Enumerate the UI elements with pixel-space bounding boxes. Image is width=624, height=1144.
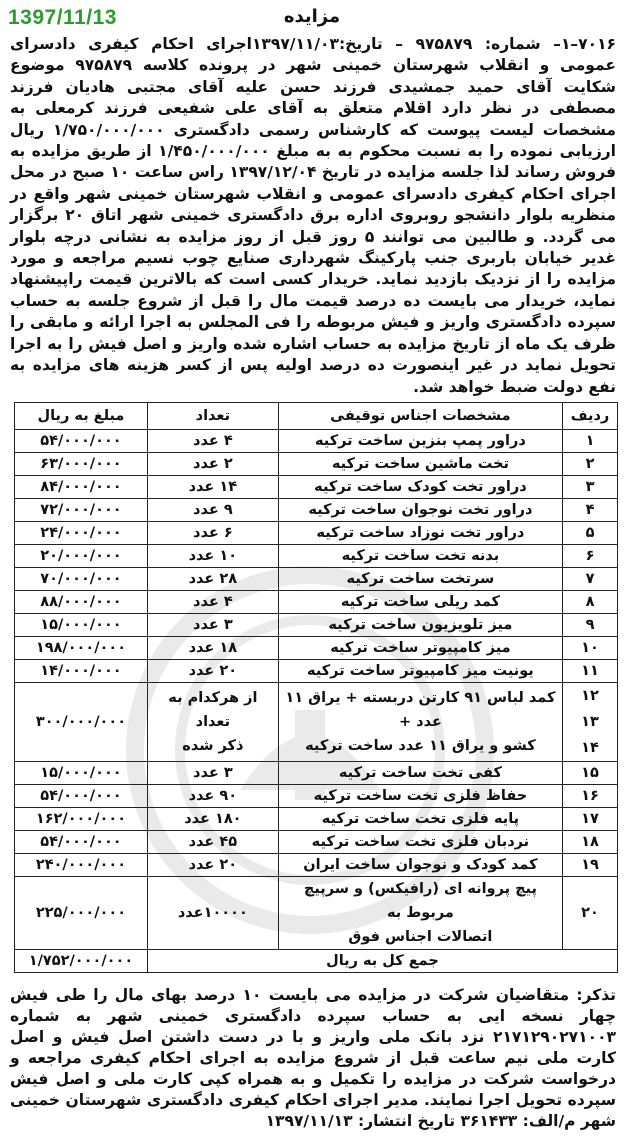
row-index: ۵ [563, 522, 618, 545]
row-description: کمد کودک و نوجوان ساخت ایران [278, 854, 562, 877]
header-amount: مبلغ به ریال [15, 403, 148, 430]
description-line: کمد لباس ۹۱ کارتن دربسته + یراق ۱۱ عدد + [285, 690, 556, 730]
row-description: دراور تخت نوجوان ساخت ترکیه [278, 499, 562, 522]
row-amount: ۱۴/۰۰۰/۰۰۰ [15, 660, 148, 683]
row-quantity: ۹۰ عدد [147, 785, 278, 808]
table-row [15, 785, 618, 808]
row-amount: ۲۲۵/۰۰۰/۰۰۰ [15, 877, 148, 950]
row-amount: ۷۲/۰۰۰/۰۰۰ [15, 499, 148, 522]
table-row [15, 499, 618, 522]
row-description: دراور تخت کودک ساخت ترکیه [278, 476, 562, 499]
row-index: ۱۷ [563, 808, 618, 831]
table-row [15, 591, 618, 614]
row-description: میز کامپیوتر ساخت ترکیه [278, 637, 562, 660]
row-description: دراور پمپ بنزین ساخت ترکیه [278, 430, 562, 453]
row-index: ۳ [563, 476, 618, 499]
row-index: ۱۹ [563, 854, 618, 877]
row-index: ۶ [563, 545, 618, 568]
items-table [14, 402, 618, 973]
row-index-group [563, 683, 618, 762]
table-row [15, 808, 618, 831]
table-header-row [15, 403, 618, 430]
table-row [15, 831, 618, 854]
row-quantity: ۱۴ عدد [147, 476, 278, 499]
row-description: نردبان فلزی تخت ساخت ترکیه [278, 831, 562, 854]
table-row [15, 660, 618, 683]
row-index: ۱ [563, 430, 618, 453]
row-quantity: ۴ عدد [147, 591, 278, 614]
quantity-line: ذکر شده [182, 738, 244, 754]
table-row [15, 854, 618, 877]
description-line: کشو و یراق ۱۱ عدد ساخت ترکیه [305, 738, 536, 754]
row-index: ۱۳ [581, 714, 599, 730]
row-index: ۷ [563, 568, 618, 591]
row-amount: ۱۹۸/۰۰۰/۰۰۰ [15, 637, 148, 660]
row-amount: ۱۵/۰۰۰/۰۰۰ [15, 614, 148, 637]
row-quantity: ۱۸۰ عدد [147, 808, 278, 831]
table-row [15, 545, 618, 568]
quantity-line: از هرکدام به [168, 690, 258, 706]
row-amount: ۱۵/۰۰۰/۰۰۰ [15, 762, 148, 785]
description-line: پیچ پروانه ای (رافیکس) و سرپیچ مربوط به [303, 881, 537, 921]
row-index: ۴ [563, 499, 618, 522]
row-description: بدنه تخت ساخت ترکیه [278, 545, 562, 568]
table-row [15, 522, 618, 545]
row-quantity: ۹ عدد [147, 499, 278, 522]
date-stamp: 1397/11/13 [8, 6, 117, 29]
row-amount: ۵۴/۰۰۰/۰۰۰ [15, 430, 148, 453]
row-amount: ۳۰۰/۰۰۰/۰۰۰ [15, 683, 148, 762]
row-index: ۱۲ [581, 688, 599, 704]
row-index: ۹ [563, 614, 618, 637]
intro-paragraph: ۷۰۱۶–۱– شماره: ۹۷۵۸۷۹ – تاریخ:۱۳۹۷/۱۱/۰۳اجرای احکام کیفری دادسرای عمومی و انقلاب شهرستان خمینی شهر در پرونده کلاسه ۹۷۵۸۷۹ موضوع شکایت آقای حمید جمشیدی فرزند حسن علیه آقای مجتبی هادیان فرزند مصطفی در نظر دارد اقلام متعلق به آقای علی شفیعی فرزند کرمعلی به مشخصات لیست پیوست که کارشناس رسمی دادگستری ۱/۷۵۰/۰۰۰/۰۰۰ ریال ارزیابی نموده را به نسبت محکوم به به مبلغ ۱/۴۵۰/۰۰۰/۰۰۰ از طریق مزایده به فروش رساند لذا جلسه مزایده در تاریخ ۱۳۹۷/۱۲/۰۴ راس ساعت ۱۰ صبح در محل اجرای احکام کیفری دادسرای عمومی و انقلاب شهرستان خمینی شهر واقع در منظریه بلوار دانشجو روبروی اداره برق دادگستری خمینی شهر اتاق ۲۰ برگزار می گردد. و طالبین می توانند ۵ روز قبل از روز مزایده به نشانی درچه بلوار غدیر خیابان باربری جنب پارکینگ شهرداری صنایع چوب نسیم مراجعه و مورد مزایده را از نزدیک بازدید نماید. خریدار کسی است که بالاترین قیمت راپیشنهاد نماید، خریدار می بایست ده درصد قیمت مال را قبل از شروع جلسه به حساب سپرده دادگستری واریز و فیش مربوطه را فی المجلس به اجرا ارائه و مابقی را ظرف یک ماه از تاریخ مزایده به حساب اشاره شده واریز و اصل فیش را به اجرا تحویل نماید در غیر اینصورت ده درصد اولیه پس از کسر هزینه های مزایده به نفع دولت ضبط خواهد شد. [10, 35, 617, 396]
row-quantity: ۲۰ عدد [147, 660, 278, 683]
row-quantity: ۲ عدد [147, 453, 278, 476]
row-description: کمد ریلی ساخت ترکیه [278, 591, 562, 614]
table-row [15, 430, 618, 453]
row-quantity: ۱۰۰۰۰عدد [147, 877, 278, 950]
page-title: مزایده [283, 6, 341, 27]
row-index: ۱۸ [563, 831, 618, 854]
row-quantity: ۲۸ عدد [147, 568, 278, 591]
total-label: جمع کل به ریال [147, 950, 617, 973]
row-quantity: ۱۰ عدد [147, 545, 278, 568]
row-amount: ۱۶۲/۰۰۰/۰۰۰ [15, 808, 148, 831]
row-description: کفی تخت ساخت ترکیه [278, 762, 562, 785]
table-row-20 [15, 877, 618, 950]
row-index: ۱۰ [563, 637, 618, 660]
row-description: حفاظ فلزی تخت ساخت ترکیه [278, 785, 562, 808]
row-description: میز تلویزیون ساخت ترکیه [278, 614, 562, 637]
row-index: ۱۵ [563, 762, 618, 785]
table-row [15, 453, 618, 476]
row-amount: ۵۴/۰۰۰/۰۰۰ [15, 785, 148, 808]
table-row [15, 614, 618, 637]
row-amount: ۷۰/۰۰۰/۰۰۰ [15, 568, 148, 591]
row-index: ۱۱ [563, 660, 618, 683]
description-line: اتصالات اجناس فوق [348, 929, 493, 945]
table-row [15, 637, 618, 660]
row-quantity: ۴۵ عدد [147, 831, 278, 854]
row-description [278, 683, 562, 762]
row-quantity: ۶ عدد [147, 522, 278, 545]
row-index: ۲ [563, 453, 618, 476]
row-description: یونیت میز کامپیوتر ساخت ترکیه [278, 660, 562, 683]
quantity-line: تعداد [195, 714, 231, 730]
row-index: ۱۴ [581, 740, 599, 756]
row-description: تخت ماشین ساخت ترکیه [278, 453, 562, 476]
row-amount: ۶۳/۰۰۰/۰۰۰ [15, 453, 148, 476]
row-quantity: ۲۰ عدد [147, 854, 278, 877]
row-index: ۲۰ [563, 877, 618, 950]
table-total-row [15, 950, 618, 973]
note-paragraph: تذکر: متقاضیان شرکت در مزایده می بایست ۱۰ درصد بهای مال را طی فیش چهار نسخه ایی به حساب سپرده دادگستری خمینی شهر به شماره ۲۱۷۱۲۹۰۲۷۱۰۰۳ نزد بانک ملی واریز و با در دست داشتن اصل فیش و اصل کارت ملی نیم ساعت قبل از شروع مزایده به اجرای احکام کیفری مراجعه و درخواست شرکت در مزایده را تکمیل و به همراه کپی کارت ملی و اصل فیش سپرده تحویل اجرا نمایند. مدیر اجرای احکام کیفری دادگستری شهرستان خمینی شهر م/الف: ۳۶۱۴۳۳ تاریخ انتشار: ۱۳۹۷/۱۱/۱۳ [10, 986, 616, 1130]
row-quantity: ۴ عدد [147, 430, 278, 453]
row-amount: ۲۰/۰۰۰/۰۰۰ [15, 545, 148, 568]
row-quantity [147, 683, 278, 762]
row-quantity: ۳ عدد [147, 762, 278, 785]
row-quantity: ۱۸ عدد [147, 637, 278, 660]
row-index: ۱۶ [563, 785, 618, 808]
row-amount: ۸۸/۰۰۰/۰۰۰ [15, 591, 148, 614]
header-quantity: تعداد [147, 403, 278, 430]
row-amount: ۲۴/۰۰۰/۰۰۰ [15, 522, 148, 545]
total-amount: ۱/۷۵۲/۰۰۰/۰۰۰ [15, 950, 148, 973]
row-index: ۸ [563, 591, 618, 614]
row-description [278, 877, 562, 950]
row-description: دراور تخت نوزاد ساخت ترکیه [278, 522, 562, 545]
row-description: پایه فلزی تخت ساخت ترکیه [278, 808, 562, 831]
table-row [15, 476, 618, 499]
row-quantity: ۳ عدد [147, 614, 278, 637]
row-amount: ۵۴/۰۰۰/۰۰۰ [15, 831, 148, 854]
table-row-merged [15, 683, 618, 762]
row-description: سرتخت ساخت ترکیه [278, 568, 562, 591]
header-description: مشخصات اجناس توقیفی [278, 403, 562, 430]
table-row [15, 568, 618, 591]
row-amount: ۸۴/۰۰۰/۰۰۰ [15, 476, 148, 499]
header-index: ردیف [563, 403, 618, 430]
row-amount: ۲۴۰/۰۰۰/۰۰۰ [15, 854, 148, 877]
table-row [15, 762, 618, 785]
